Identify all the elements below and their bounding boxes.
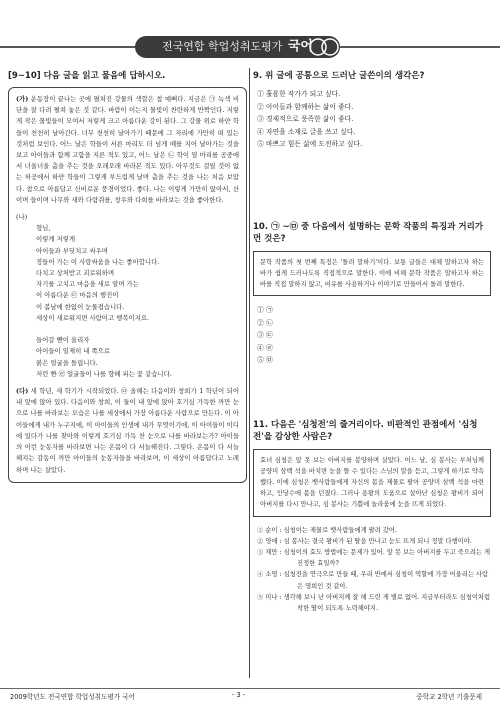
answer-option: ③ ㉢ xyxy=(257,331,273,340)
answer-option: ② 아이들과 함께하는 삶이 좋다. xyxy=(257,102,354,111)
answer-option: ② 영애 : 심 봉사는 결국 왕비가 된 딸을 만나고 눈도 뜨게 되니 정말 다행이야. xyxy=(257,537,472,545)
poem-line: 아이들이 일제히 내 쪽으로 xyxy=(36,347,111,356)
poem-line: 들어갈 뺨이 올리자 xyxy=(36,336,90,345)
answer-option: ⑤ 바쁘고 힘든 삶에 도전하고 싶다. xyxy=(257,140,363,148)
answer-option: ② ㉡ xyxy=(257,318,273,327)
answer-option: ③ 재만 : 심청이의 효도 방법에는 문제가 있어. 앞 못 보는 아버지를 두고 죽으려는 게 진정한 효일까? xyxy=(257,549,491,568)
answer-option: ① ㉠ xyxy=(257,306,273,315)
question-9 xyxy=(253,70,491,151)
answer-option: ⑤ 미나 : 생각해 보니 난 아버지께 잘 해 드린 게 별로 없어. 지금부터라도 심청이처럼 착한 딸이 되도록 노력해야지. xyxy=(257,593,491,613)
poem-line: 이 아름다운 ㉢ 마음의 행진이 xyxy=(36,291,119,300)
header-title: 전국연합 학업성취도평가 xyxy=(161,40,283,53)
page-footer xyxy=(0,688,500,702)
right-column xyxy=(253,70,491,678)
answer-option: ① 훌륭한 작가가 되고 싶다. xyxy=(257,90,341,98)
question-9-options xyxy=(257,88,491,151)
answer-option: ③ 경제적으로 풍족한 삶이 좋다. xyxy=(257,115,354,123)
poem-line: 이 봄날에 한없이 눈물겹습니다. xyxy=(36,302,125,311)
question-10-box: 문학 작품의 첫 번째 특징은 '돌려 말하기'이다. 보통 글들은 대체 말하고자 하는 바가 쉽게 드러나도록 직접적으로 말한다. 이에 비해 문학 작품은 말하고자 하는 바를 직접 말하지 않고, 비유를 사용하거나 이야기로 만들어서 돌려 말한다. xyxy=(253,251,491,297)
poem-line: 정들어 가는 이 사랑싸움을 나는 좋아합니다. xyxy=(36,257,160,266)
answer-option: ④ ㉣ xyxy=(257,343,273,352)
question-11-options xyxy=(257,525,491,615)
poem-line: 자기를 고치고 마음을 새로 열며 가는 xyxy=(36,280,139,289)
answer-option: ④ 소영 : 심청전을 연극으로 만들 때, 우리 반에서 심청이 역할에 가장 어울리는 사람은 영희인 것 같아. xyxy=(257,571,489,590)
left-column xyxy=(8,70,247,678)
poem-line xyxy=(36,324,239,335)
passage-da xyxy=(16,386,239,476)
answer-option: ④ 자연을 소재로 글을 쓰고 싶다. xyxy=(257,127,356,136)
answer-option: ⑤ ㉤ xyxy=(257,356,273,365)
header-subject: 국어 xyxy=(287,39,313,54)
question-11-box: 효녀 심청은 앞 못 보는 아버지를 봉양하며 살았다. 어느 날, 심 봉사는 부처님께 공양미 삼백 석을 바치면 눈을 뜰 수 있다는 스님의 말을 듣고, 그렇게 하기로 약속했다. 이에 심청은 뱃사람들에게 자신의 몸을 제물로 팔아 공양미 삼백 석을 마련하고, 인당수에 몸을 던졌다. 그러나 용왕의 도움으로 살아난 심청은 왕비가 되어 아버지를 다시 만나고, 심 봉사는 기쁨에 놀라움에 눈을 뜨게 되었다. xyxy=(253,449,491,517)
question-9-heading: 9. 위 글에 공통으로 드러난 글쓴이의 생각은? xyxy=(253,71,425,81)
poem-line: 세상이 새로워지면 사람이고 행복이지요. xyxy=(36,313,150,322)
poem-line: 붉은 얼굴을 돌립니다. xyxy=(36,358,98,367)
question-11-heading: 11. 다음은 '심청전'의 줄거리이다. 비판적인 관점에서 '심청전'을 감상한 사람은? xyxy=(253,419,478,442)
poem-line: 아이들과 부딪치고 싸우며 xyxy=(36,246,108,255)
column-divider xyxy=(249,68,250,678)
passage-na-poem xyxy=(36,223,239,380)
passage-da-text: 새 학년, 새 학기가 시작되었다. ㉤ 올해는 다음이와 창희가 1 학년이 되어 내 앞에 앉아 있다. 다음이와 창희, 이 둘이 내 앞에 앉아 호기심 가득한 까만 눈으로 나를 바라보는 모습은 나를 세상에서 가장 아름다운 사람으로 만든다. 이 아이들에게 내가 누구지에, 이 아이들의 인생에 내가 무엇이기에, 이 아이들이 이디에 있다가 나를 찾아와 이렇게 호기심 가득 찬 눈으로 나를 바라보는가? 아이들의 이런 눈동자를 바라보면 나는 온몸이 다 서늘해진다. 그렇다. 온몸이 다 서늘해지는 감동이 까만 아이들의 눈동자들을 바라보며, 이 세상이 아름답다고 노래하며 나는 살았다. xyxy=(16,387,239,474)
poem-line: 다치고 상처받고 괴로워하며 xyxy=(36,269,115,278)
footer-rule xyxy=(0,688,500,689)
footer-right: 중학교 2학년 기출문제 xyxy=(416,693,482,701)
page-number: - 3 - xyxy=(232,691,246,699)
poem-line: 형님, xyxy=(36,224,51,233)
poem-line: 저런 빤 ㉣ 얼굴들이 나를 향해 피는 꽃 같습니다. xyxy=(36,369,172,378)
question-10-options xyxy=(257,304,491,367)
question-10-heading: 10. ㉠ ~㉤ 중 다음에서 설명하는 문학 작품의 특징과 거리가 먼 것은? xyxy=(253,221,484,244)
question-10 xyxy=(253,221,491,367)
passage-ga-label: (가) xyxy=(16,95,29,103)
page-header xyxy=(0,36,500,58)
passage-heading: [9∼10] 다음 글을 읽고 물음에 답하시오. xyxy=(8,71,166,81)
circles-logo-icon xyxy=(306,37,344,57)
passage-ga xyxy=(16,94,239,206)
passage-frame xyxy=(8,87,247,483)
answer-option: ① 순이 : 심청이는 제물로 뱃사람들에게 팔려 갔어. xyxy=(257,526,398,534)
poem-line: 이렇게 저렇게 xyxy=(36,235,76,244)
passage-ga-text: 운동장이 끝나는 곳에 펼쳐진 강물의 색깔은 참 예뻐다. 지금은 ㉠ 녹색 비단을 잘 다려 펼쳐 놓은 것 같다. 바람이 이는지 물빛이 찬란하게 반짝인다. 저렇게 작은 물빛들이 모여서 저렇게 크고 아름다운 강이 된다. 그 강물 위로 하얀 학들이 천천히 날아간다. 너무 천천히 날아가기 때문에 그 자리에 가만히 떠 있는 것처럼 보인다. 어느 날은 학들이 서른 마리도 더 넘게 떼를 지어 날아가는 것을 보고 아이들과 함께 고함을 지른 적도 있고, 어느 날은 ㉡ 학이 열 마리를 공중에서 너울너울 춤을 추는 것을 오래오래 바라본 적도 있다. 아무것도 걸릴 것이 없는 허공에서 하얀 학들이 그렇게 부드럽게 날며 춤을 추는 것을 나는 처음 보았다. 참으로 아름답고 신비로운 풍경이었다. 좋다. 나는 이렇게 가만히 앉아서, 산이며 들이며 나무와 새와 다람쥐를, 창우와 다희를 바라보는 것을 좋아한다. xyxy=(16,95,239,204)
passage-da-label: (다) xyxy=(16,387,29,396)
footer-left: 2009학년도 전국연합 학업성취도평가 국어 xyxy=(10,693,135,701)
passage-na-label: (나) xyxy=(16,213,28,222)
question-11 xyxy=(253,419,491,615)
